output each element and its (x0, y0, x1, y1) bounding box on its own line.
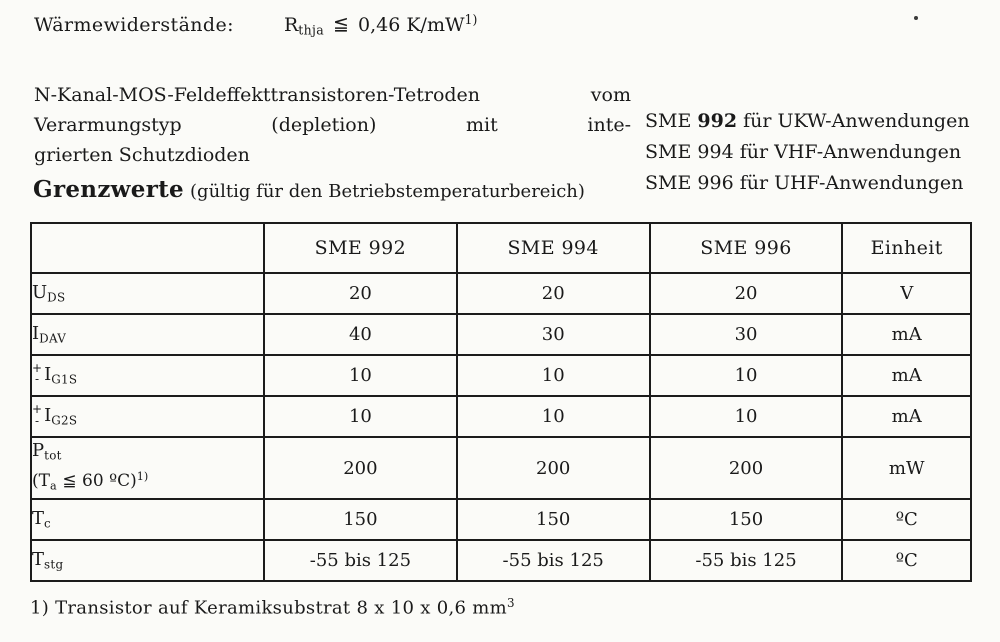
table-header-cell-unit: Einheit (842, 223, 971, 273)
cell-value: 10 (457, 355, 650, 396)
ptot-condition-prefix: (T (32, 471, 50, 492)
intro-line-1: N-Kanal-MOS-Feldeffekttransistoren-Tetroden vom Verarmungstyp (depletion) mit inte- (34, 84, 631, 136)
cell-value: -55 bis 125 (457, 540, 650, 581)
cell-value: -55 bis 125 (650, 540, 843, 581)
table-body (31, 273, 971, 581)
ptot-condition-subscript: a (49, 479, 57, 493)
cell-value: 150 (264, 499, 457, 540)
footnote-exponent: 3 (507, 596, 515, 610)
section-title: Grenzwerte (33, 176, 184, 203)
limiting-values-table-wrapper (30, 222, 972, 582)
cell-value: 20 (457, 273, 650, 314)
section-heading (33, 176, 585, 203)
list-item (645, 106, 970, 137)
cell-value: 30 (650, 314, 843, 355)
cell-value: 10 (264, 355, 457, 396)
table-row (31, 396, 971, 437)
param-subscript: c (44, 516, 51, 531)
param-subscript: G2S (51, 413, 78, 428)
table-header-cell-sme996: SME 996 (650, 223, 843, 273)
param-symbol: I (44, 364, 52, 386)
thermal-footnote-marker: 1) (464, 12, 478, 27)
thermal-resistance-symbol: $R_{thja}$ (283, 13, 324, 38)
param-symbol: T (32, 508, 45, 530)
intro-paragraph (34, 80, 634, 170)
table-row (31, 499, 971, 540)
param-symbol: I (32, 323, 40, 345)
table-row (31, 355, 971, 396)
sme-prefix: SME (645, 141, 692, 163)
footnote-text: 1) Transistor auf Keramiksubstrat 8 x 10 x 0,6 mm (30, 597, 507, 619)
row-param-uds (31, 273, 264, 314)
table-header-cell-sme992: SME 992 (264, 223, 457, 273)
param-symbol: U (32, 282, 48, 304)
sme-variant-list (645, 106, 970, 199)
cell-value: 40 (264, 314, 457, 355)
ptot-footnote-marker: 1) (136, 470, 149, 484)
table-row (31, 540, 971, 581)
table-header (31, 223, 971, 273)
sme-number: 996 (697, 172, 734, 194)
cell-unit: mW (842, 437, 971, 499)
table-row (31, 437, 971, 499)
row-param-idav (31, 314, 264, 355)
thermal-resistance-symbol-sub: thja (298, 22, 324, 38)
sme-number: 994 (697, 141, 734, 163)
param-subscript: tot (44, 448, 62, 463)
table-row (31, 314, 971, 355)
cell-unit: mA (842, 355, 971, 396)
footnote (30, 596, 515, 619)
table-header-row (31, 223, 971, 273)
cell-value: 200 (264, 437, 457, 499)
row-param-ig1s (31, 355, 264, 396)
section-note: (gültig für den Betriebstemperaturbereich) (190, 181, 585, 202)
row-param-ig2s (31, 396, 264, 437)
cell-value: 150 (457, 499, 650, 540)
ptot-line-1 (32, 440, 263, 466)
list-item (645, 168, 970, 199)
sme-number: 992 (697, 110, 738, 132)
cell-value: 10 (650, 355, 843, 396)
param-symbol: T (32, 549, 45, 571)
sme-suffix: für VHF-Anwendungen (739, 141, 962, 163)
row-param-ptot (31, 437, 264, 499)
row-param-tc (31, 499, 264, 540)
ptot-condition-rest: ≦ 60 ºC) (62, 471, 137, 492)
limiting-values-table (30, 222, 972, 582)
thermal-relation-sign: ≦ (333, 12, 349, 35)
page-speck (914, 16, 918, 20)
cell-value: 10 (264, 396, 457, 437)
cell-value: 10 (650, 396, 843, 437)
cell-unit: ºC (842, 540, 971, 581)
cell-value: 20 (264, 273, 457, 314)
cell-value: 200 (650, 437, 843, 499)
intro-line-2: grierten Schutzdioden (34, 144, 250, 166)
table-header-cell-sme994: SME 994 (457, 223, 650, 273)
cell-unit: mA (842, 314, 971, 355)
list-item (645, 137, 970, 168)
param-subscript: DS (47, 290, 66, 305)
cell-unit: V (842, 273, 971, 314)
cell-unit: mA (842, 396, 971, 437)
sme-prefix: SME (645, 110, 692, 132)
param-subscript: stg (44, 557, 64, 572)
row-param-tstg (31, 540, 264, 581)
plus-minus-icon: + - (32, 361, 43, 387)
sme-suffix: für UKW-Anwendungen (743, 110, 970, 132)
sme-prefix: SME (645, 172, 692, 194)
sme-suffix: für UHF-Anwendungen (739, 172, 964, 194)
cell-value: 10 (457, 396, 650, 437)
param-symbol: I (44, 405, 52, 427)
cell-value: 150 (650, 499, 843, 540)
cell-value: 30 (457, 314, 650, 355)
cell-value: -55 bis 125 (264, 540, 457, 581)
thermal-resistance-unit: K/mW (406, 13, 465, 36)
table-header-cell-param (31, 223, 264, 273)
cell-value: 200 (457, 437, 650, 499)
thermal-resistance-label: Wärmewiderstände: (34, 13, 234, 36)
ptot-line-2 (32, 466, 263, 496)
thermal-resistance-value: 0,46 (357, 13, 401, 36)
table-row (31, 273, 971, 314)
plus-minus-icon: + - (32, 402, 43, 428)
thermal-resistance-line (34, 12, 477, 37)
cell-unit: ºC (842, 499, 971, 540)
cell-value: 20 (650, 273, 843, 314)
param-subscript: G1S (51, 372, 78, 387)
param-subscript: DAV (39, 331, 67, 346)
param-symbol: P (32, 439, 45, 461)
